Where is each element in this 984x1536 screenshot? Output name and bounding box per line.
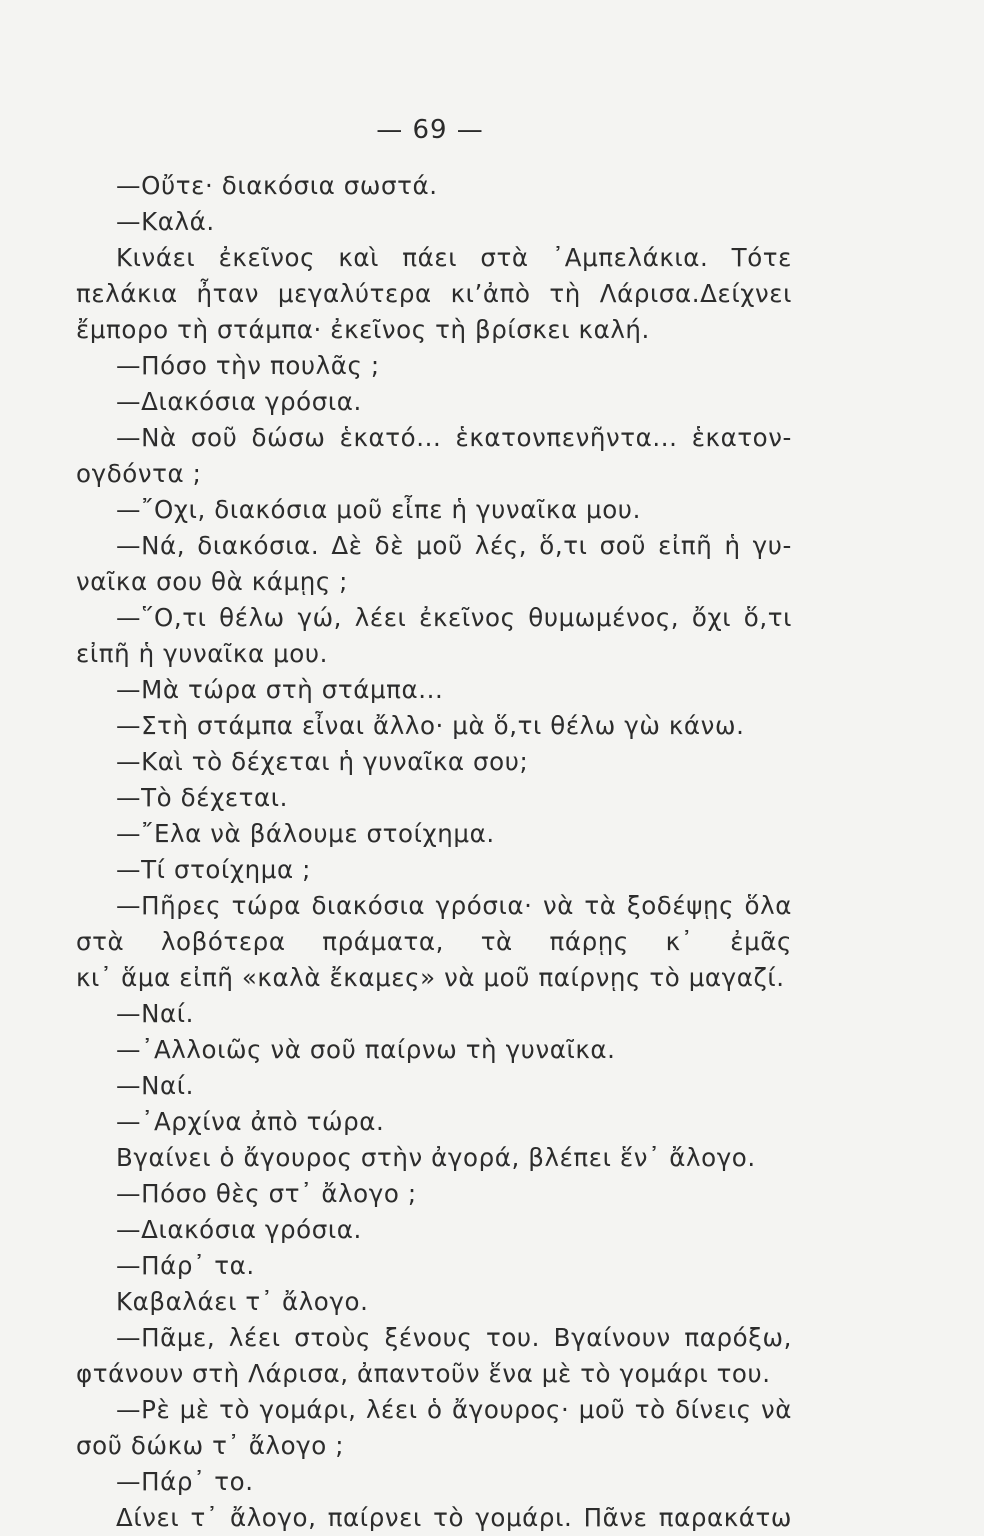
text-line: σοῦ δώκω τ᾿ ἄλογο ;: [76, 1431, 345, 1460]
text-line: —᾿Αρχίνα ἀπὸ τώρα.: [116, 1107, 385, 1136]
text-line: Κινάει ἐκεῖνος καὶ πάει στὰ ᾿Αμπελάκια. Τότε: [116, 243, 792, 272]
text-line: Βγαίνει ὁ ἄγουρος στὴν ἀγορά, βλέπει ἕν᾿ ἄλογο.: [116, 1143, 756, 1172]
text-line: —Μὰ τώρα στὴ στάμπα...: [116, 675, 444, 704]
text-line: —῎Ελα νὰ βάλουμε στοίχημα.: [116, 819, 495, 848]
text-line: —Τί στοίχημα ;: [116, 855, 311, 884]
text-line: —Διακόσια γρόσια.: [116, 387, 362, 416]
text-line: —Πάρ᾿ τα.: [116, 1251, 255, 1280]
text-line: —Τὸ δέχεται.: [116, 783, 289, 812]
text-line: —Νὰ σοῦ δώσω ἑκατό... ἑκατονπενῆντα... ἑκατον-: [116, 423, 792, 452]
text-line: —Πᾶμε, λέει στοὺς ξένους του. Βγαίνουν παρόξω,: [116, 1323, 792, 1352]
text-line: Δίνει τ᾿ ἄλογο, παίρνει τὸ γομάρι. Πᾶνε παρακάτω: [116, 1503, 792, 1532]
text-line: πελάκια ἦταν μεγαλύτερα κι’ἀπὸ τὴ Λάρισα.Δείχνει: [76, 279, 792, 308]
page-number: — 69 —: [376, 115, 484, 145]
text-line: —Ρὲ μὲ τὸ γομάρι, λέει ὁ ἄγουρος· μοῦ τὸ δίνεις νὰ: [116, 1395, 792, 1424]
text-line: —Οὔτε· διακόσια σωστά.: [116, 171, 438, 200]
text-line: —Διακόσια γρόσια.: [116, 1215, 362, 1244]
text-line: κι᾿ ἅμα εἰπῆ «καλὰ ἔκαμες» νὰ μοῦ παίρνῃς τὸ μαγαζί.: [76, 963, 785, 992]
text-line: —Πόσο τὴν πουλᾶς ;: [116, 351, 380, 380]
text-line: φτάνουν στὴ Λάρισα, ἀπαντοῦν ἕνα μὲ τὸ γομάρι του.: [76, 1359, 771, 1388]
text-line: —᾿Αλλοιῶς νὰ σοῦ παίρνω τὴ γυναῖκα.: [116, 1035, 616, 1064]
text-line: ναῖκα σου θὰ κάμῃς ;: [76, 567, 349, 596]
text-line: —Πάρ᾿ το.: [116, 1467, 254, 1496]
text-line: —Πόσο θὲς στ᾿ ἄλογο ;: [116, 1179, 417, 1208]
text-line: —Ναί.: [116, 999, 195, 1028]
text-line: —῞Ο,τι θέλω γώ, λέει ἐκεῖνος θυμωμένος, ὄχι ὅ,τι: [116, 603, 792, 632]
text-line: ἔμπορο τὴ στάμπα· ἐκεῖνος τὴ βρίσκει καλή.: [76, 315, 650, 344]
text-line: —Νά, διακόσια. Δὲ δὲ μοῦ λές, ὅ,τι σοῦ εἰπῆ ἡ γυ-: [116, 531, 792, 560]
text-line: —῎Οχι, διακόσια μοῦ εἶπε ἡ γυναῖκα μου.: [116, 495, 641, 524]
text-line: εἰπῆ ἡ γυναῖκα μου.: [76, 639, 329, 668]
text-line: ογδόντα ;: [76, 459, 202, 488]
text-line: —Πῆρες τώρα διακόσια γρόσια· νὰ τὰ ξοδέψῃς ὅλα: [116, 891, 792, 920]
text-line: στὰ λοβότερα πράματα, τὰ πάρῃς κ᾿ ἐμᾶς: [76, 927, 792, 956]
page-body-text: [76, 168, 792, 1536]
text-line: Καβαλάει τ᾿ ἄλογο.: [116, 1287, 369, 1316]
text-line: —Καλά.: [116, 207, 215, 236]
text-line: —Καὶ τὸ δέχεται ἡ γυναῖκα σου;: [116, 747, 529, 776]
text-line: —Στὴ στάμπα εἶναι ἄλλο· μὰ ὅ,τι θέλω γὼ κάνω.: [116, 711, 745, 740]
text-line: —Ναί.: [116, 1071, 195, 1100]
